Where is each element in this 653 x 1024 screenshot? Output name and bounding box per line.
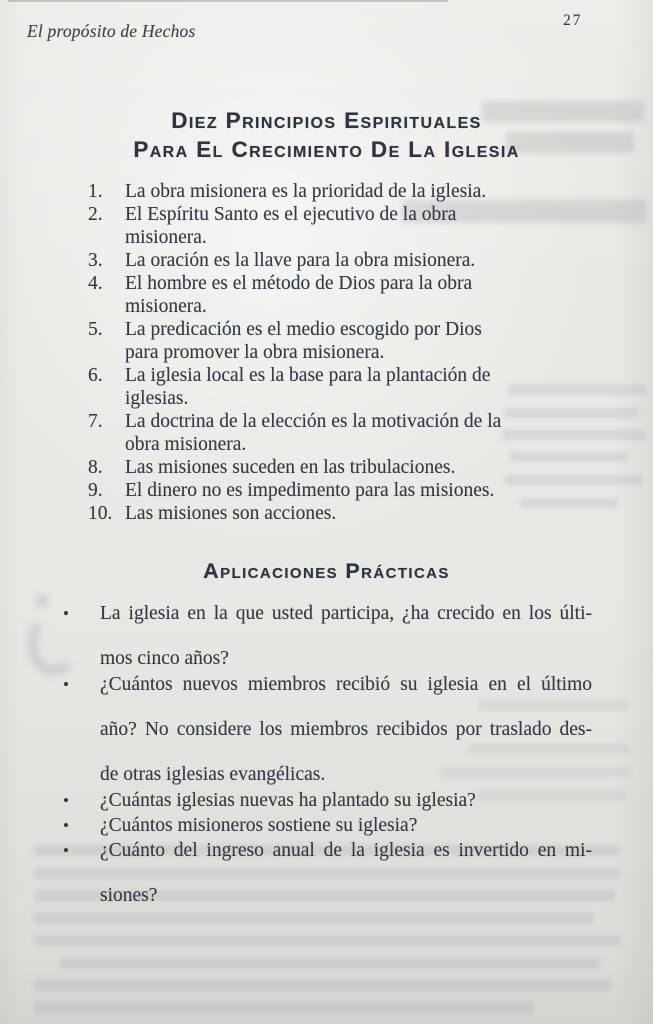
list-item-text — [125, 203, 570, 249]
text-line: siones? — [100, 885, 158, 907]
list-item-text — [125, 364, 570, 410]
list-item-text — [125, 456, 570, 479]
running-header: El propósito de Hechos — [27, 21, 196, 41]
list-item — [88, 249, 570, 272]
text-line: de otras iglesias evangélicas. — [100, 764, 326, 786]
text-line: ¿Cuántos nuevos miembros recibió su iglesia en el último — [100, 673, 592, 695]
list-item — [63, 840, 592, 908]
list-item-number: 6. — [88, 365, 103, 386]
list-item — [63, 603, 592, 671]
list-item-text — [125, 249, 570, 272]
list-item-text — [100, 674, 592, 788]
text-line: Las misiones suceden en las tribulaciones. — [125, 457, 456, 478]
list-item-number: 1. — [88, 181, 103, 202]
text-line: El dinero no es impedimento para las misiones. — [125, 480, 495, 501]
text-line: La iglesia local es la base para la plantación de — [125, 365, 491, 386]
bleedthrough-text-line — [34, 1002, 534, 1013]
section-title-applications: Aplicaciones Prácticas — [203, 559, 450, 583]
text-line: misionera. — [125, 227, 207, 248]
list-item — [63, 790, 592, 813]
list-item-text — [100, 815, 592, 838]
list-item-text — [100, 603, 592, 671]
section-title-principles — [40, 106, 613, 164]
list-item — [88, 180, 570, 203]
bleedthrough-text-line — [34, 935, 620, 946]
list-item — [88, 502, 570, 525]
text-line: La doctrina de la elección es la motivación de la — [125, 411, 502, 432]
list-item — [88, 479, 570, 502]
bullet-icon: • — [63, 841, 69, 861]
text-line: ¿Cuántas iglesias nuevas ha plantado su iglesia? — [100, 789, 476, 811]
list-item-text — [100, 790, 592, 813]
text-line: La oración es la llave para la obra misionera. — [125, 250, 476, 271]
bullet-icon: • — [63, 790, 69, 810]
bleedthrough-text-line — [60, 958, 600, 969]
list-item-number: 8. — [88, 457, 103, 478]
section-title-line-2: Para El Crecimiento De La Iglesia — [133, 137, 520, 162]
text-line: La iglesia en la que usted participa, ¿ha crecido en los últi- — [100, 603, 592, 624]
list-item — [88, 203, 570, 249]
list-item-text — [125, 410, 570, 456]
list-item-text — [125, 479, 570, 502]
list-item-number: 5. — [88, 319, 103, 340]
list-item-number: 3. — [88, 250, 103, 271]
page-number: 27 — [563, 12, 583, 29]
list-item — [63, 674, 592, 788]
bullet-icon: • — [63, 674, 69, 694]
bleedthrough-text-line — [34, 913, 594, 924]
text-line: iglesias. — [125, 388, 189, 409]
text-line: Las misiones son acciones. — [125, 503, 337, 524]
list-item — [88, 318, 570, 364]
list-item-number: 9. — [88, 480, 103, 501]
list-item-number: 4. — [88, 273, 103, 294]
list-item-number: 2. — [88, 204, 103, 225]
bullet-icon: • — [63, 815, 69, 835]
text-line: para promover la obra misionera. — [125, 342, 385, 363]
bullet-icon: • — [63, 604, 69, 623]
text-line: ¿Cuántos misioneros sostiene su iglesia? — [100, 814, 418, 836]
list-item-text — [125, 318, 570, 364]
list-item-number: 10. — [88, 503, 113, 524]
list-item — [88, 410, 570, 456]
list-item — [88, 272, 570, 318]
list-item-number: 7. — [88, 411, 103, 432]
text-line: ¿Cuánto del ingreso anual de la iglesia es invertido en mi- — [100, 840, 592, 862]
scan-edge-artifact — [8, 0, 448, 2]
bleedthrough-text-line — [34, 980, 612, 991]
section-title-line-1: Diez Principios Espirituales — [171, 108, 482, 133]
applications-list — [63, 603, 592, 911]
text-line: El Espíritu Santo es el ejecutivo de la obra — [125, 204, 457, 225]
list-item-text — [125, 502, 570, 525]
text-line: misionera. — [125, 296, 207, 317]
text-line: obra misionera. — [125, 434, 247, 455]
list-item — [88, 364, 570, 410]
list-item — [88, 456, 570, 479]
list-item — [63, 815, 592, 838]
list-item-text — [100, 840, 592, 908]
principles-list — [88, 180, 570, 525]
list-item-text — [125, 180, 570, 203]
text-line: El hombre es el método de Dios para la obra — [125, 273, 473, 294]
text-line: mos cinco años? — [100, 648, 229, 670]
text-line: La predicación es el medio escogido por Dios — [125, 319, 482, 340]
list-item-text — [125, 272, 570, 318]
text-line: La obra misionera es la prioridad de la iglesia. — [125, 181, 487, 202]
text-line: año? No considere los miembros recibidos por traslado des- — [100, 719, 592, 741]
